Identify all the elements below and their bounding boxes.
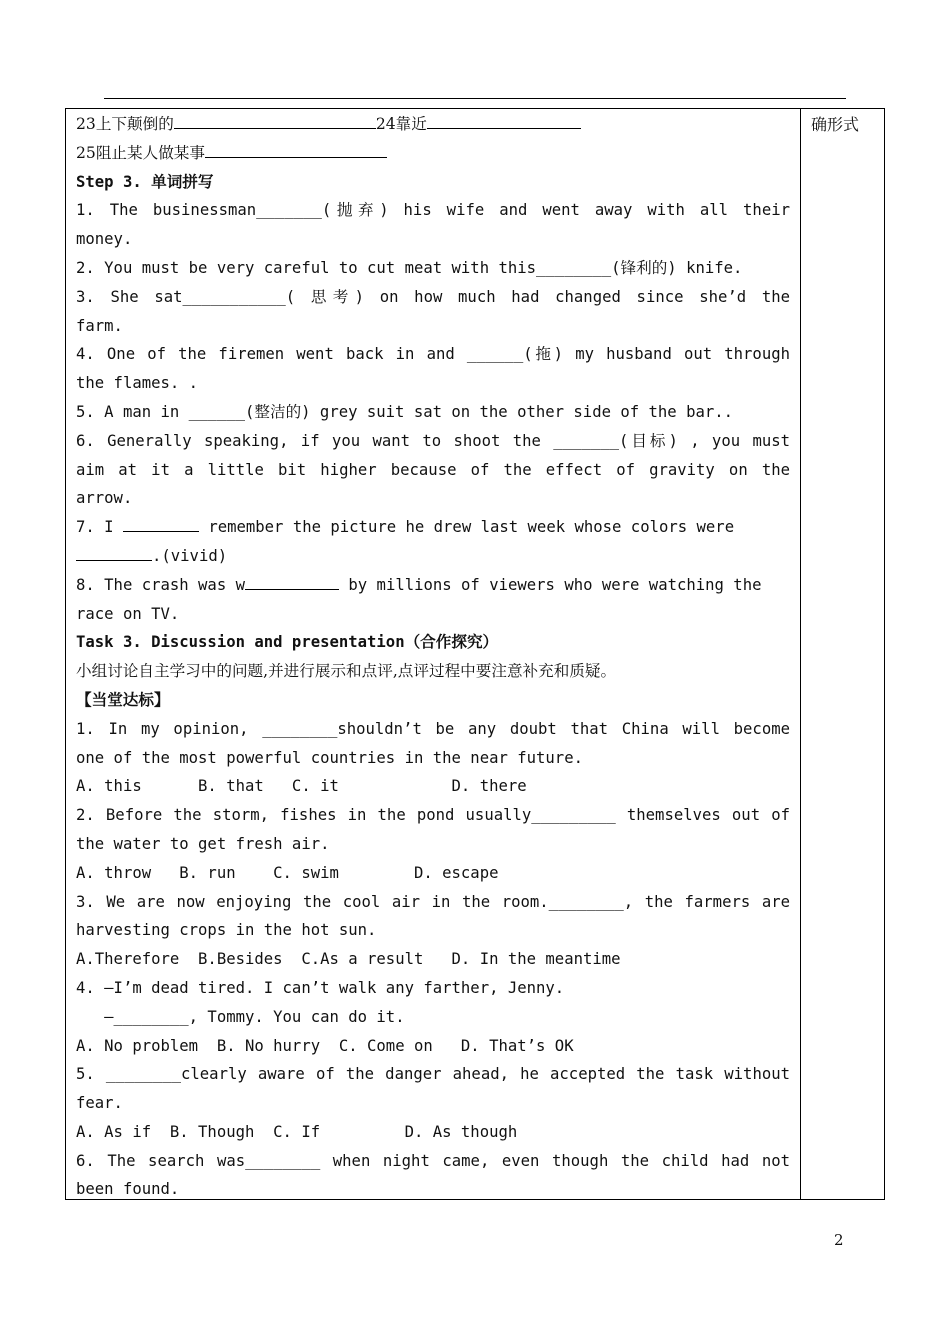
q8-suffix: by millions of viewers who were watching the: [339, 575, 762, 594]
step3-q8-line2: race on TV.: [76, 604, 180, 623]
worksheet-content: [76, 110, 790, 1204]
practice-title: 【当堂达标】: [76, 689, 170, 709]
practice-q4-options: A. No problem B. No hurry C. Come on D. That’s OK: [76, 1036, 574, 1055]
practice-q5-line2: fear.: [76, 1094, 123, 1113]
q7-suffix: remember the picture he drew last week whose colors were: [198, 518, 735, 537]
practice-q5-line1: 5. ________clearly aware of the danger ahead, he accepted the task without: [76, 1065, 790, 1084]
step3-q5: 5. A man in ______(整洁的) grey suit sat on the other side of the bar..: [76, 402, 734, 421]
step3-title: Step 3. 单词拼写: [76, 172, 214, 191]
practice-q2-line2: the water to get fresh air.: [76, 834, 330, 853]
practice-q1-line2: one of the most powerful countries in the near future.: [76, 748, 583, 767]
practice-q6-line2: been found.: [76, 1180, 180, 1199]
step3-q1-line1: 1. The businessman_______(抛弃) his wife and went away with all their: [76, 201, 790, 220]
practice-q6-line1: 6. The search was________ when night came, even though the child had not: [76, 1151, 790, 1170]
practice-q2-line1: 2. Before the storm, fishes in the pond usually_________ themselves out of: [76, 806, 790, 825]
task3-title: Task 3. Discussion and presentation（合作探究）: [76, 633, 499, 652]
vocab-line-2: [76, 139, 790, 168]
step3-q2: 2. You must be very careful to cut meat with this________(锋利的) knife.: [76, 258, 743, 277]
practice-q1-options: A. this B. that C. it D. there: [76, 777, 527, 796]
practice-q3-line2: harvesting crops in the hot sun.: [76, 921, 377, 940]
step3-q4-line2: the flames. .: [76, 374, 199, 393]
header-rule: [104, 98, 846, 99]
answer-blank: [123, 515, 199, 532]
practice-q4-line2: —________, Tommy. You can do it.: [76, 1007, 405, 1026]
answer-blank: [427, 112, 581, 129]
step3-q3-line2: farm.: [76, 316, 123, 335]
answer-blank: [205, 141, 387, 158]
vocab-item-23: 23上下颠倒的: [76, 115, 174, 133]
q7-hint: .(vivid): [152, 546, 228, 565]
vocab-line-1: [76, 110, 790, 139]
answer-blank: [76, 544, 152, 561]
step3-q6-line3: arrow.: [76, 489, 133, 508]
task3-description: 小组讨论自主学习中的问题,并进行展示和点评,点评过程中要注意补充和质疑。: [76, 662, 617, 681]
step3-q8-line1: [76, 571, 790, 600]
step3-q7-line2: [76, 542, 790, 571]
step3-q1-line2: money.: [76, 230, 133, 249]
q8-prefix: 8. The crash was w: [76, 575, 245, 594]
practice-q4-line1: 4. —I’m dead tired. I can’t walk any farther, Jenny.: [76, 978, 565, 997]
page-number: 2: [834, 1231, 844, 1249]
vocab-item-25: 25阻止某人做某事: [76, 143, 205, 162]
step3-q4-line1: 4. One of the firemen went back in and ______(拖) my husband out through: [76, 345, 790, 364]
practice-q5-options: A. As if B. Though C. If D. As though: [76, 1122, 518, 1141]
side-note: 确形式: [811, 115, 860, 134]
practice-q3-options: A.Therefore B.Besides C.As a result D. In the meantime: [76, 950, 621, 969]
practice-q3-line1: 3. We are now enjoying the cool air in the room.________, the farmers are: [76, 892, 790, 911]
practice-q1-line1: 1. In my opinion, ________shouldn’t be any doubt that China will become: [76, 719, 790, 738]
q7-prefix: 7. I: [76, 518, 123, 537]
step3-q6-line2: aim at it a little bit higher because of the effect of gravity on the: [76, 460, 790, 479]
step3-q3-line1: 3. She sat___________( 思考) on how much had changed since she’d the: [76, 287, 790, 306]
answer-blank: [245, 573, 339, 590]
column-divider: [800, 108, 801, 1200]
step3-q6-line1: 6. Generally speaking, if you want to shoot the _______(目标) , you must: [76, 431, 790, 450]
practice-q2-options: A. throw B. run C. swim D. escape: [76, 863, 499, 882]
answer-blank: [174, 112, 376, 129]
vocab-item-24: 24靠近: [375, 115, 427, 133]
step3-q7-line1: [76, 513, 790, 542]
